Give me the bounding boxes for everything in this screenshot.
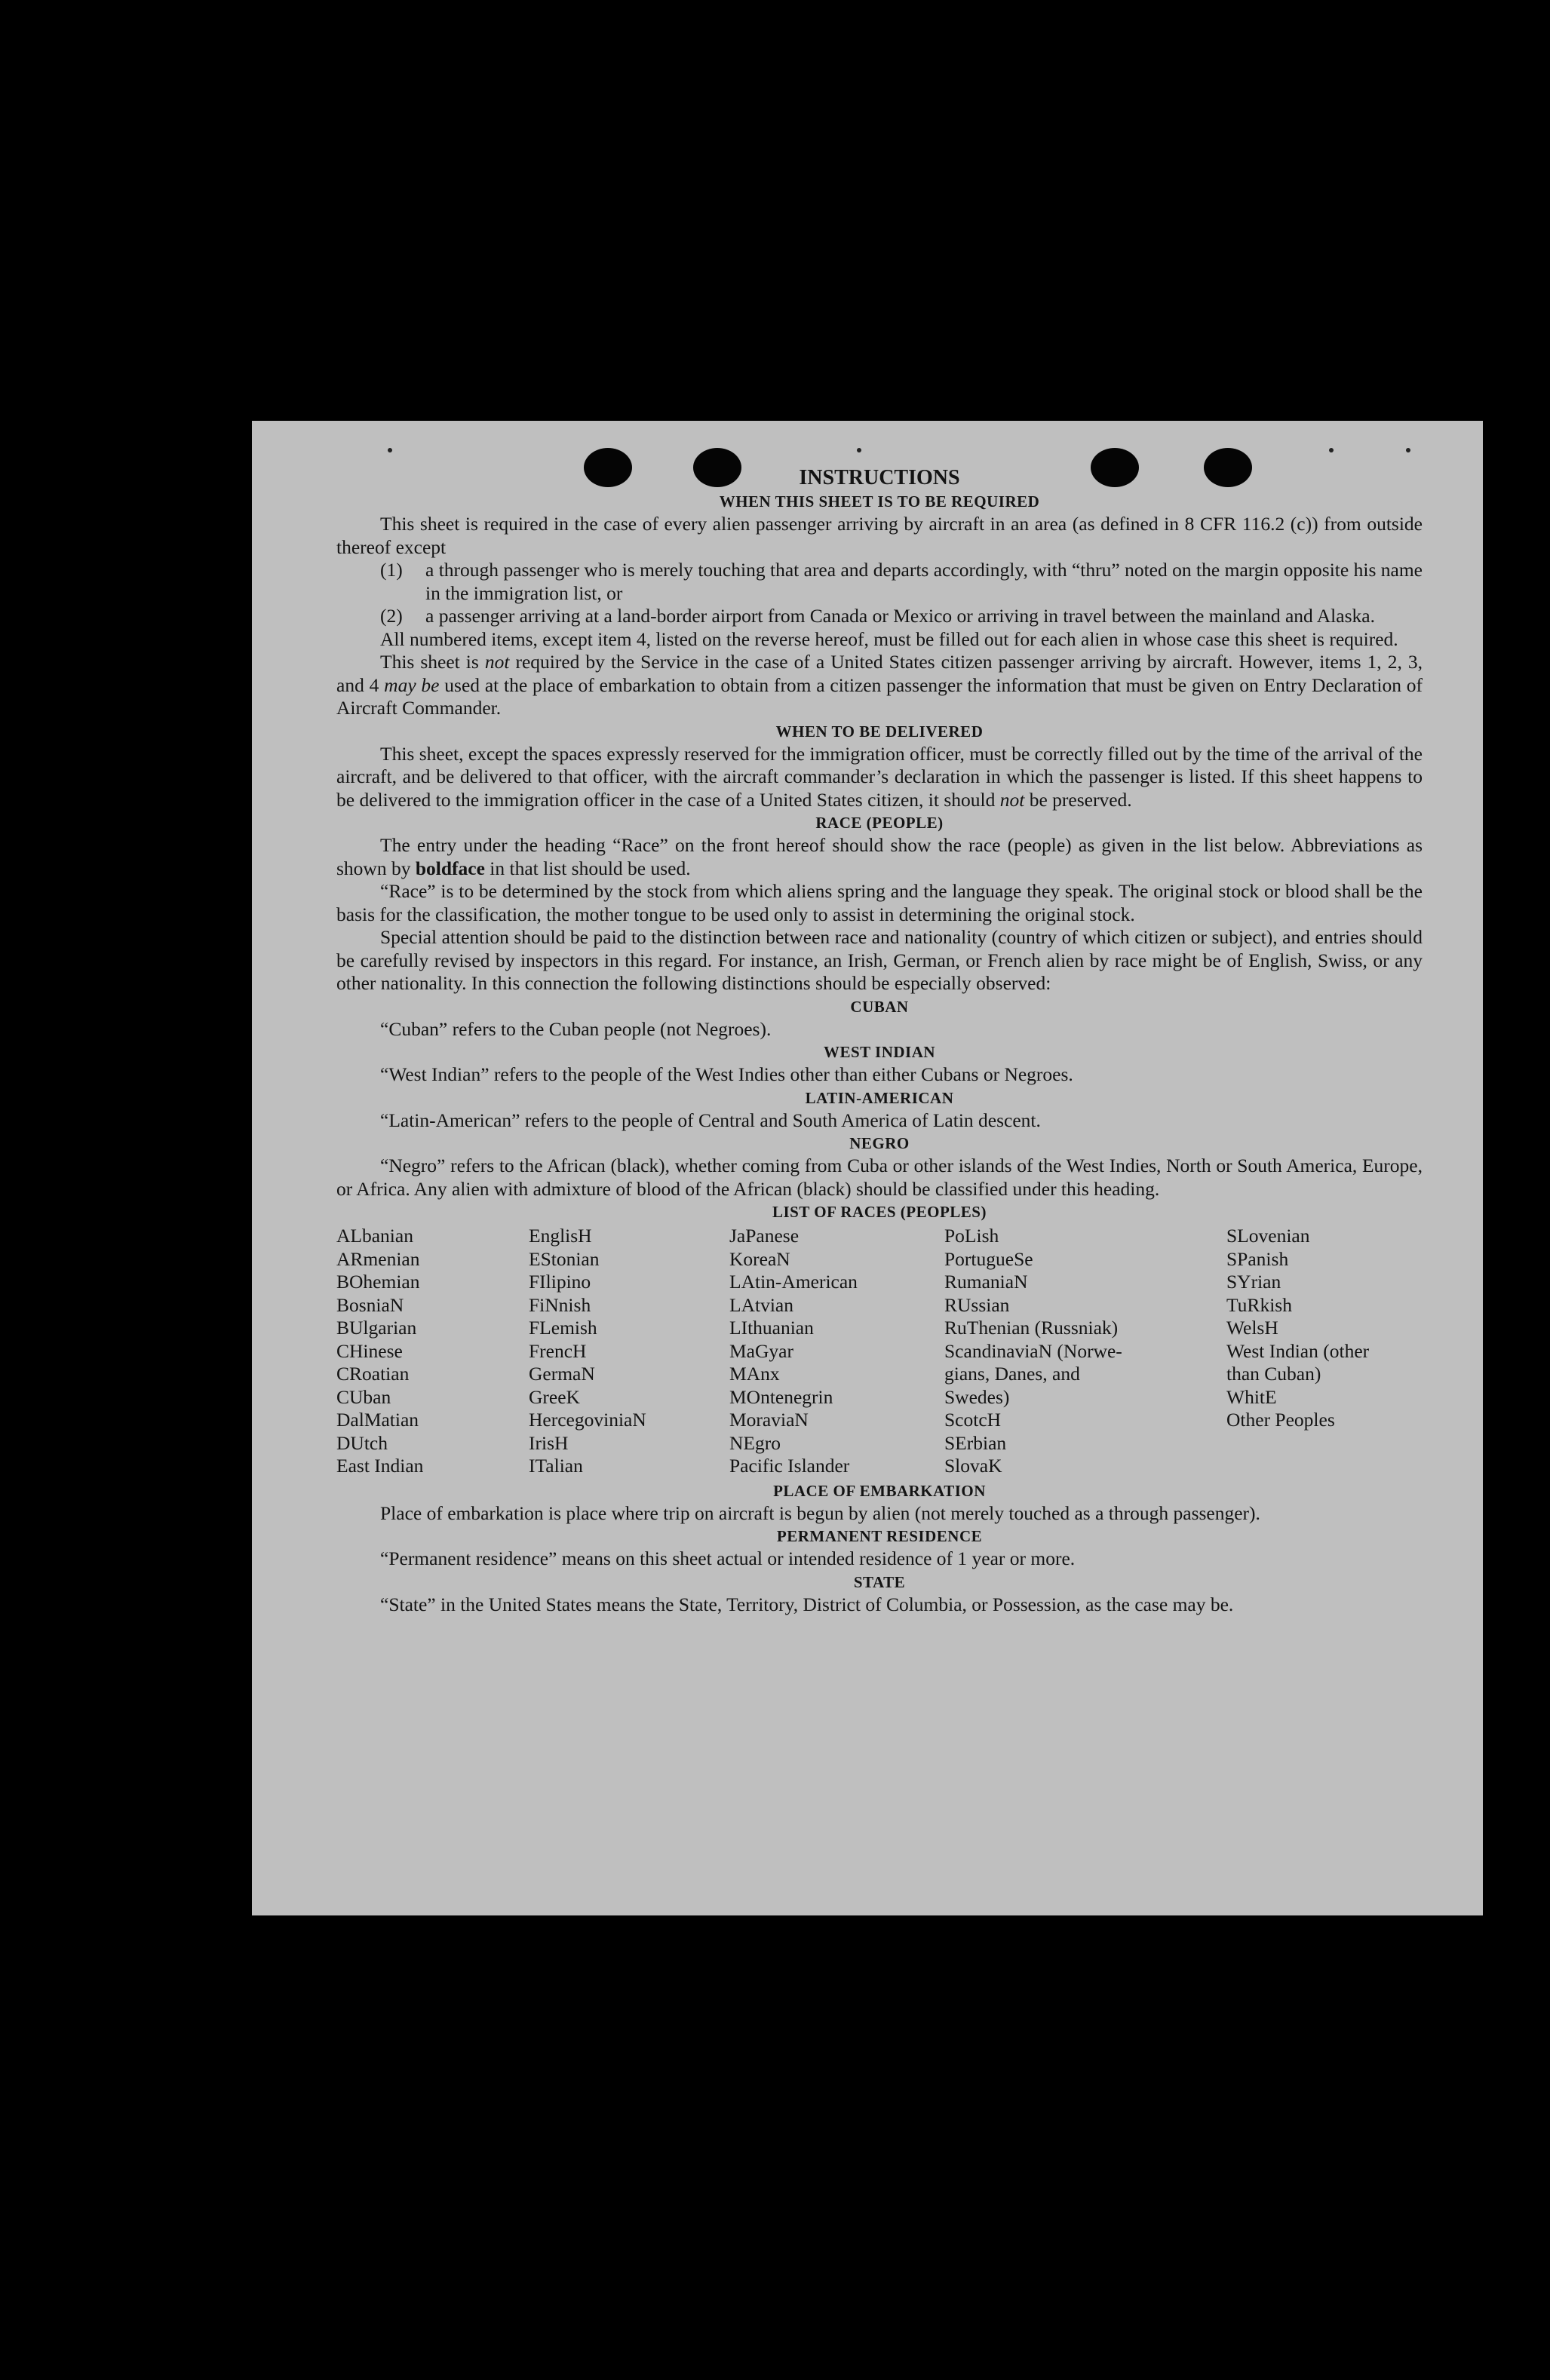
paragraph: All numbered items, except item 4, listed on the reverse hereof, must be filled out for each alien in whose case this sheet is required. xyxy=(380,627,1398,650)
race-item: LIthuanian xyxy=(729,1317,814,1339)
race-item: EnglisH xyxy=(529,1225,592,1247)
paragraph: “Race” is to be determined by the stock from which aliens spring and the language they speak. The original stock or blood shall be the basis for the classification, the mother tongue to be used only to assist in determining the original stock. xyxy=(336,880,1423,925)
paragraph: “Negro” refers to the African (black), whether coming from Cuba or other islands of the West Indies, North or South America, Europe, or Africa. Any alien with admixture of blood of the African (black) should be classified under this heading. xyxy=(336,1155,1423,1200)
race-item: NEgro xyxy=(729,1431,781,1454)
race-item: MAnx xyxy=(729,1363,780,1385)
race-item: MoraviaN xyxy=(729,1409,809,1431)
list-item xyxy=(380,559,1423,605)
item-number: (2) xyxy=(380,605,403,627)
paragraph: This sheet is required in the case of every alien passenger arriving by aircraft in an area (as defined in 8 CFR 116.2 (c)) from outside thereof except xyxy=(336,513,1423,558)
race-item: ScotcH xyxy=(944,1409,1002,1431)
race-item: SErbian xyxy=(944,1431,1007,1454)
race-item: SLovenian xyxy=(1226,1225,1310,1247)
paragraph: “Cuban” refers to the Cuban people (not Negroes). xyxy=(380,1017,772,1040)
race-item: CRoatian xyxy=(336,1363,410,1385)
speck xyxy=(857,448,861,452)
speck xyxy=(1406,448,1410,452)
race-column xyxy=(729,1225,944,1478)
speck xyxy=(1329,448,1334,452)
race-item: MaGyar xyxy=(729,1339,793,1362)
race-list xyxy=(336,1225,1423,1478)
paragraph xyxy=(336,743,1423,812)
section-heading: NEGRO xyxy=(849,1134,910,1152)
race-item: JaPanese xyxy=(729,1225,800,1247)
race-item: MOntenegrin xyxy=(729,1385,833,1408)
race-item: WhitE xyxy=(1226,1385,1277,1408)
paragraph: “State” in the United States means the State, Territory, District of Columbia, or Possession, as the case may be. xyxy=(380,1593,1234,1615)
text: required by the Service in the case of a United States citizen passenger arriving by aircraft. However, items 1, 2, 3, and 4 xyxy=(336,651,1423,696)
race-item: PoLish xyxy=(944,1225,999,1247)
race-item: SYrian xyxy=(1226,1271,1281,1293)
list-item xyxy=(380,605,1423,628)
section-heading: WEST INDIAN xyxy=(823,1043,936,1061)
section-heading: CUBAN xyxy=(850,997,909,1016)
race-item: BUlgarian xyxy=(336,1317,417,1339)
race-item: HercegoviniaN xyxy=(529,1409,646,1431)
section-heading: WHEN TO BE DELIVERED xyxy=(775,722,984,741)
item-text: a through passenger who is merely touching that area and departs accordingly, with “thru” noted on the margin opposite his name in the immigration list, or xyxy=(425,559,1423,604)
paragraph xyxy=(336,834,1423,880)
race-item: FIlipino xyxy=(529,1271,591,1293)
paragraph: Special attention should be paid to the distinction between race and nationality (country of which citizen or subject), and entries should be carefully revised by inspectors in this regard. For instance, an Irish, German, or French alien by race might be of English, Swiss, or any other nationality. In this connection the following distinctions should be especially observed: xyxy=(336,926,1423,994)
race-item: West Indian (other than Cuban) xyxy=(1226,1339,1370,1385)
race-item: SlovaK xyxy=(944,1455,1002,1477)
race-item: GermaN xyxy=(529,1363,595,1385)
instructions-title: INSTRUCTIONS xyxy=(799,466,960,489)
item-text: a passenger arriving at a land-border airport from Canada or Mexico or arriving in travel between the mainland and Alaska. xyxy=(425,605,1375,627)
race-item: PortugueSe xyxy=(944,1247,1033,1270)
race-item: ITalian xyxy=(529,1455,583,1477)
race-item: SPanish xyxy=(1226,1247,1289,1270)
bold-text: boldface xyxy=(415,857,485,879)
race-item: DUtch xyxy=(336,1431,388,1454)
race-item: FLemish xyxy=(529,1317,597,1339)
section-heading: WHEN THIS SHEET IS TO BE REQUIRED xyxy=(719,492,1040,511)
text: be preserved. xyxy=(1029,788,1132,811)
race-item: FiNnish xyxy=(529,1293,591,1316)
emphasis: may be xyxy=(384,673,440,696)
section-heading: PLACE OF EMBARKATION xyxy=(773,1481,986,1500)
section-heading: RACE (PEOPLE) xyxy=(815,814,944,832)
section-heading: STATE xyxy=(853,1572,906,1591)
text: This sheet is xyxy=(380,651,479,673)
race-item: ALbanian xyxy=(336,1225,413,1247)
text: in that list should be used. xyxy=(490,857,691,879)
race-column xyxy=(336,1225,529,1478)
instruction-sheet xyxy=(252,421,1483,1915)
race-item: CUban xyxy=(336,1385,391,1408)
race-item: IrisH xyxy=(529,1431,569,1454)
race-item: East Indian xyxy=(336,1455,424,1477)
race-column xyxy=(1226,1225,1423,1478)
instructions-content xyxy=(336,466,1423,1616)
text: This sheet, except the spaces expressly reserved for the immigration officer, must be correctly filled out by the time of the arrival of the aircraft, and be delivered to that officer, with the aircraft commander’s declaration in which the passenger is listed. If this sheet happens to be delivered to the immigration officer in the case of a United States citizen, it should xyxy=(336,742,1423,811)
paragraph: “Permanent residence” means on this sheet actual or intended residence of 1 year or more. xyxy=(380,1547,1076,1569)
race-item: Other Peoples xyxy=(1226,1409,1335,1431)
emphasis: not xyxy=(999,788,1025,811)
race-item: RuThenian (Russniak) xyxy=(944,1317,1119,1339)
emphasis: not xyxy=(484,651,510,673)
text: The entry under the heading “Race” on the front hereof should show the race (people) as given in the list below. Abbreviations as shown by xyxy=(336,834,1423,879)
section-heading: PERMANENT RESIDENCE xyxy=(776,1527,983,1545)
section-heading: LIST OF RACES (PEOPLES) xyxy=(772,1203,987,1221)
item-number: (1) xyxy=(380,559,403,581)
race-item: BosniaN xyxy=(336,1293,404,1316)
speck xyxy=(388,448,392,452)
race-item: Pacific Islander xyxy=(729,1455,850,1477)
race-item: WelsH xyxy=(1226,1317,1278,1339)
race-item: FrencH xyxy=(529,1339,587,1362)
paragraph: Place of embarkation is place where trip on aircraft is begun by alien (not merely touched as a through passenger). xyxy=(380,1501,1260,1524)
race-column xyxy=(529,1225,729,1478)
race-item: LAtvian xyxy=(729,1293,793,1316)
race-item: ScandinaviaN (Norwe- gians, Danes, and Swedes) xyxy=(944,1339,1122,1408)
race-column xyxy=(944,1225,1226,1478)
race-item: GreeK xyxy=(529,1385,580,1408)
race-item: LAtin-American xyxy=(729,1271,858,1293)
race-item: ARmenian xyxy=(336,1247,420,1270)
paragraph xyxy=(336,651,1423,720)
paragraph: “West Indian” refers to the people of the West Indies other than either Cubans or Negroes. xyxy=(380,1063,1073,1085)
race-item: RUssian xyxy=(944,1293,1010,1316)
section-heading: LATIN-AMERICAN xyxy=(805,1088,954,1107)
race-item: KoreaN xyxy=(729,1247,790,1270)
race-item: CHinese xyxy=(336,1339,403,1362)
paragraph: “Latin-American” refers to the people of Central and South America of Latin descent. xyxy=(380,1109,1041,1131)
race-item: RumaniaN xyxy=(944,1271,1028,1293)
race-item: DalMatian xyxy=(336,1409,419,1431)
race-item: TuRkish xyxy=(1226,1293,1292,1316)
race-item: EStonian xyxy=(529,1247,600,1270)
race-item: BOhemian xyxy=(336,1271,420,1293)
text: used at the place of embarkation to obtain from a citizen passenger the information that must be given on Entry Declaration of Aircraft Commander. xyxy=(336,673,1423,719)
